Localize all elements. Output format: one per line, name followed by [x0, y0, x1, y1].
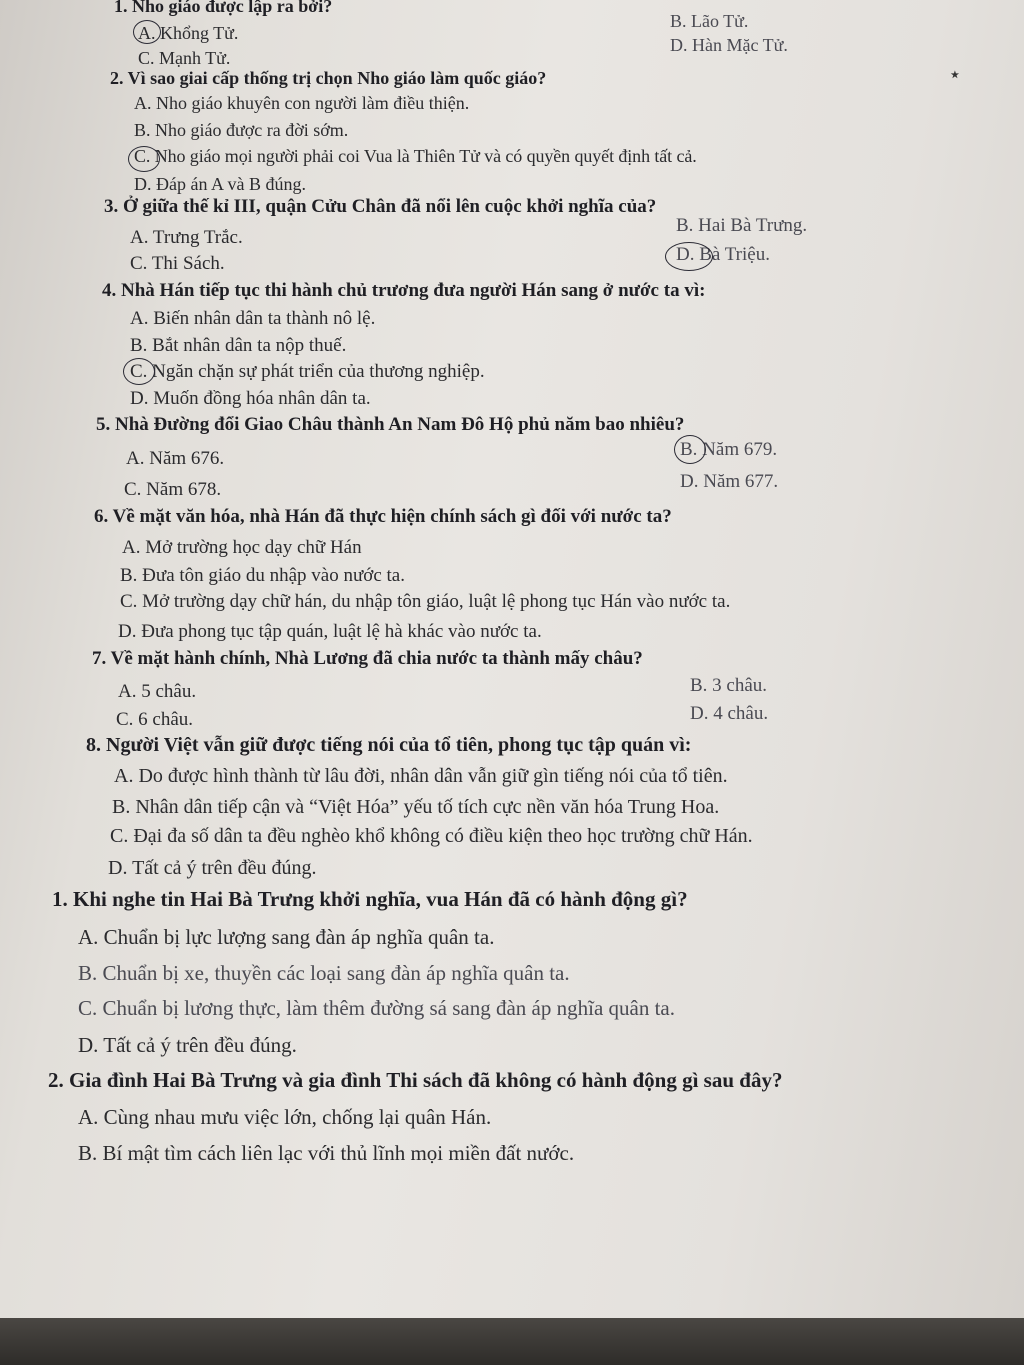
- part2-question-2: 2. Gia đình Hai Bà Trưng và gia đình Thi sách đã không có hành động gì sau đây?: [48, 1068, 783, 1092]
- answer-circle: [123, 358, 155, 385]
- option-5c: C. Năm 678.: [124, 479, 222, 500]
- option-4c: C. Ngăn chặn sự phát triển của thương nghiệp.: [130, 361, 485, 382]
- option-1d: D. Hàn Mặc Tử.: [670, 35, 788, 55]
- option-2b: B. Nho giáo được ra đời sớm.: [134, 120, 349, 140]
- option-5b: B. Năm 679.: [680, 439, 778, 460]
- part2-option-2b: B. Bí mật tìm cách liên lạc với thủ lĩnh mọi miền đất nước.: [78, 1141, 575, 1165]
- option-8a: A. Do được hình thành từ lâu đời, nhân dân vẫn giữ gìn tiếng nói của tổ tiên.: [114, 765, 728, 787]
- part2-option-1b: B. Chuẩn bị xe, thuyền các loại sang đàn áp nghĩa quân ta.: [78, 961, 570, 985]
- question-5: 5. Nhà Đường đổi Giao Châu thành An Nam Đô Hộ phủ năm bao nhiêu?: [96, 414, 685, 435]
- option-4d: D. Muốn đồng hóa nhân dân ta.: [130, 388, 371, 409]
- option-8c: C. Đại đa số dân ta đều nghèo khổ không có điều kiện theo học trường chữ Hán.: [110, 825, 753, 847]
- option-7a: A. 5 châu.: [118, 681, 197, 702]
- option-5a: A. Năm 676.: [126, 448, 225, 469]
- question-8: 8. Người Việt vẫn giữ được tiếng nói của tổ tiên, phong tục tập quán vì:: [86, 734, 692, 756]
- part2-option-1d: D. Tất cả ý trên đều đúng.: [78, 1033, 297, 1057]
- option-3c: C. Thi Sách.: [130, 253, 225, 274]
- answer-circle: [665, 242, 713, 271]
- option-4b: B. Bắt nhân dân ta nộp thuế.: [130, 335, 347, 356]
- option-6d: D. Đưa phong tục tập quán, luật lệ hà khác vào nước ta.: [118, 621, 542, 642]
- part2-question-1: 1. Khi nghe tin Hai Bà Trưng khởi nghĩa, vua Hán đã có hành động gì?: [52, 887, 688, 911]
- part2-option-1a: A. Chuẩn bị lực lượng sang đàn áp nghĩa quân ta.: [78, 925, 495, 949]
- option-2d: D. Đáp án A và B đúng.: [134, 174, 306, 194]
- table-surface: [0, 1318, 1024, 1365]
- option-8d: D. Tất cả ý trên đều đúng.: [108, 857, 317, 879]
- part2-option-2a: A. Cùng nhau mưu việc lớn, chống lại quân Hán.: [78, 1105, 492, 1129]
- option-8b: B. Nhân dân tiếp cận và “Việt Hóa” yếu tố tích cực nền văn hóa Trung Hoa.: [112, 796, 720, 818]
- option-3a: A. Trưng Trắc.: [130, 227, 243, 248]
- question-1: 1. Nho giáo được lập ra bởi?: [114, 0, 333, 16]
- option-7b: B. 3 châu.: [690, 675, 768, 696]
- option-1a: A. Khổng Tử.: [138, 23, 239, 43]
- answer-circle: [133, 20, 161, 44]
- part2-option-1c: C. Chuẩn bị lương thực, làm thêm đường sá sang đàn áp nghĩa quân ta.: [78, 996, 676, 1020]
- option-3b: B. Hai Bà Trưng.: [676, 215, 808, 236]
- question-6: 6. Về mặt văn hóa, nhà Hán đã thực hiện chính sách gì đối với nước ta?: [94, 506, 672, 527]
- option-2c: C. Nho giáo mọi người phải coi Vua là Thiên Tử và có quyền quyết định tất cả.: [134, 146, 697, 166]
- option-1c: C. Mạnh Tử.: [138, 48, 231, 68]
- option-3d: D. Bà Triệu.: [676, 244, 770, 265]
- pen-mark: ٭: [950, 64, 960, 84]
- answer-circle: [674, 435, 706, 464]
- question-2: 2. Vì sao giai cấp thống trị chọn Nho giáo làm quốc giáo?: [110, 68, 547, 88]
- question-3: 3. Ở giữa thế kỉ III, quận Cửu Chân đã nổi lên cuộc khởi nghĩa của?: [104, 196, 657, 217]
- option-7c: C. 6 châu.: [116, 709, 194, 730]
- option-4a: A. Biến nhân dân ta thành nô lệ.: [130, 308, 376, 329]
- option-6a: A. Mở trường học dạy chữ Hán: [122, 537, 362, 558]
- option-2a: A. Nho giáo khuyên con người làm điều thiện.: [134, 93, 470, 113]
- answer-circle: [128, 146, 160, 172]
- option-6b: B. Đưa tôn giáo du nhập vào nước ta.: [120, 565, 405, 586]
- question-4: 4. Nhà Hán tiếp tục thi hành chủ trương đưa người Hán sang ở nước ta vì:: [102, 280, 706, 301]
- option-5d: D. Năm 677.: [680, 471, 779, 492]
- option-1b: B. Lão Tử.: [670, 11, 749, 31]
- option-6c: C. Mở trường dạy chữ hán, du nhập tôn giáo, luật lệ phong tục Hán vào nước ta.: [120, 591, 731, 612]
- option-7d: D. 4 châu.: [690, 703, 769, 724]
- question-7: 7. Về mặt hành chính, Nhà Lương đã chia nước ta thành mấy châu?: [92, 648, 643, 669]
